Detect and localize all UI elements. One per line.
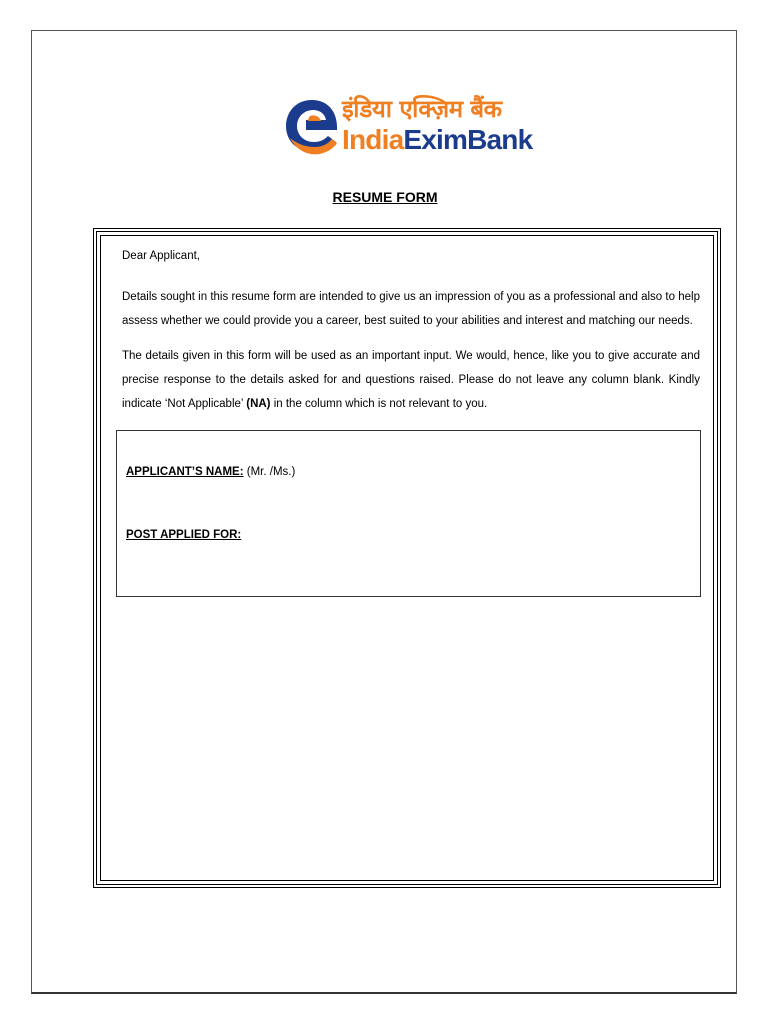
post-applied-label: POST APPLIED FOR: — [126, 529, 242, 541]
applicant-info-box — [116, 430, 701, 597]
page-title: RESUME FORM — [332, 189, 438, 205]
applicant-name-salutation: (Mr. /Ms.) — [243, 466, 296, 478]
instructions-text-c: in the column which is not relevant to you. — [270, 398, 488, 410]
logo-bank-text: Bank — [467, 124, 533, 155]
logo-india-text: India — [342, 124, 404, 155]
applicant-name-field[interactable] — [126, 466, 295, 478]
intro-paragraph: Details sought in this resume form are intended to give us an impression of you as a professional and also to help assess whether we could provide you a career, best suited to your abilities and interest and matching our needs. — [122, 291, 700, 327]
instructions-text-a: The details given in this form will be used as an important input. We would, hence, like you to give accurate and precise response to the details asked for and questions raised. Please do not leave any column blank. Kindly indicate ‘Not Applicable’ — [122, 350, 700, 410]
applicant-name-label: APPLICANT’S NAME: — [126, 466, 244, 478]
logo-hindi-text: इंडिया एक्ज़िम बैंक — [342, 95, 502, 123]
exim-e-logo-icon — [282, 90, 340, 162]
greeting-text: Dear Applicant, — [122, 250, 200, 262]
logo-english-text — [342, 124, 532, 156]
na-emphasis: (NA) — [246, 398, 271, 410]
logo-exim-text: Exim — [403, 124, 468, 155]
india-exim-bank-logo — [280, 84, 538, 166]
post-applied-field[interactable] — [126, 529, 241, 541]
instructions-paragraph — [122, 344, 700, 416]
